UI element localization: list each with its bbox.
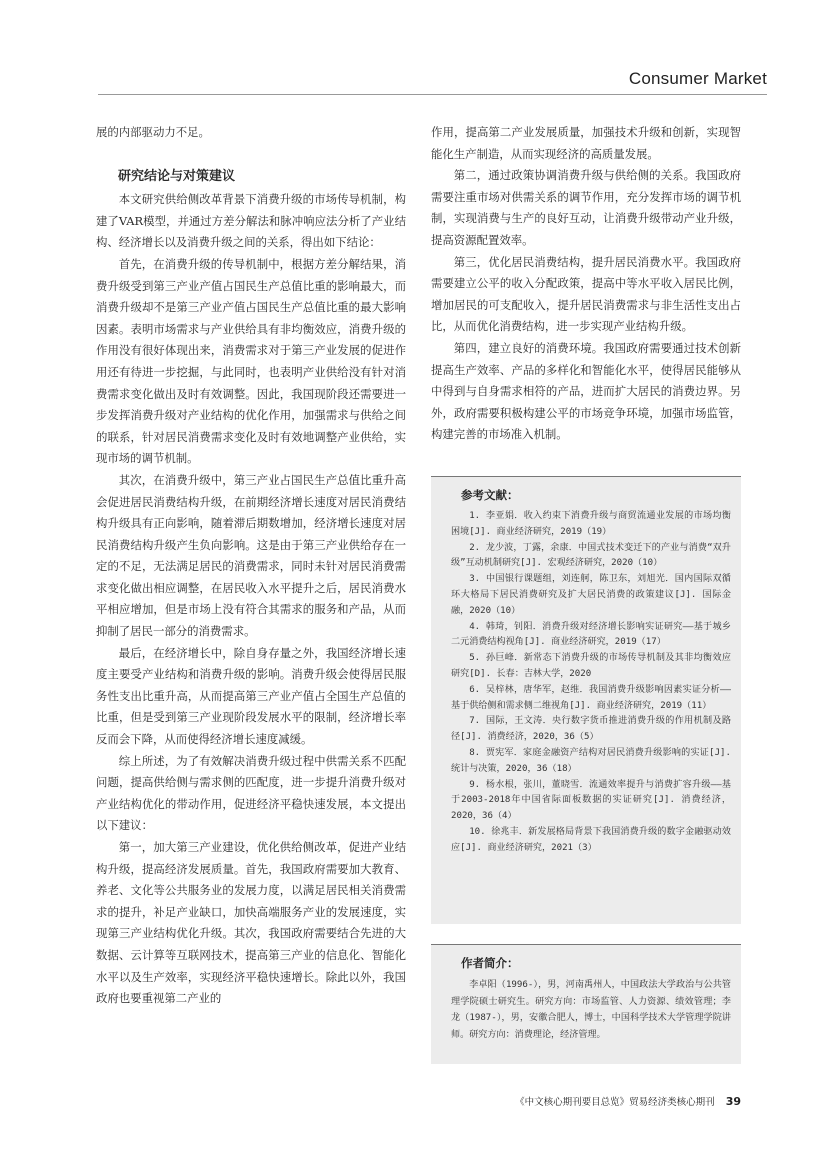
carry-over-text: 作用，提高第二产业发展质量，加强技术升级和创新，实现智能化生产制造，从而实现经济的高质量发展。: [431, 125, 741, 161]
paragraph: 首先，在消费升级的传导机制中，根据方差分解结果，消费升级受到第三产业产值占国民生产总值比重的影响最大，而消费升级却不是第三产业产值占国民生产总值比重的最大影响因素。表明市场需求与产业供给具有非均衡效应，消费升级的作用没有很好体现出来，消费需求对于第三产业发展的促进作用还有待进一步挖掘，与此同时，也表明产业供给没有针对消费需求变化做出及时有效调整。因此，我国现阶段还需要进一步发挥消费升级对产业结构的优化作用，加强需求与供给之间的联系，针对居民消费需求变化及时有效地调整产业供给，实现市场的调节机制。: [96, 256, 406, 466]
paragraph: 第一，加大第三产业建设，优化供给侧改革，促进产业结构升级，提高经济发展质量。首先，我国政府需要加大教育、养老、文化等公共服务业的发展力度，以满足居民相关消费需求的提升，补足产业缺口，加快高端服务产业的发展速度，实现第三产业结构优化升级。其次，我国政府需要结合先进的大数据、云计算等互联网技术，提高第三产业的信息化、智能化水平以及生产效率，实现经济平稳快速增长。除此以外，我国政府也要重视第二产业的: [96, 840, 406, 1006]
author-bio: 李卓阳（1996-），男，河南禹州人，中国政法大学政治与公共管理学院硕士研究生。研究方向：市场监管、人力资源、绩效管理；李龙（1987-），男，安徽合肥人，博士，中国科学技术大学管理学院讲师。研究方向：消费理论，经济管理。: [451, 980, 731, 1040]
paragraph: 本文研究供给侧改革背景下消费升级的市场传导机制，构建了VAR模型，并通过方差分解法和脉冲响应法分析了产业结构、经济增长以及消费升级之间的关系，得出如下结论：: [96, 192, 406, 250]
journal-header: Consumer Market: [628, 69, 767, 88]
reference-item: 8. 贾宪军．家庭金融资产结构对居民消费升级影响的实证[J]. 统计与决策，2020，36（18）: [451, 747, 731, 774]
reference-item: 3. 中国银行课题组，刘连舸，陈卫东，刘旭光．国内国际双循环大格局下居民消费研究及扩大居民消费的政策建议[J]. 国际金融，2020（10）: [451, 574, 731, 616]
footer-journal: 《中文核心期刊要目总览》贸易经济类核心期刊: [515, 1097, 715, 1108]
paragraph: 其次，在消费升级中，第三产业占国民生产总值比重升高会促进居民消费结构升级，在前期经济增长速度对居民消费结构升级具有正向影响，随着滞后期数增加，经济增长速度对居民消费结构升级产生负向影响。这是由于第三产业供给存在一定的不足，无法满足居民的消费需求，同时未针对居民消费需求变化做出相应调整，在居民收入水平提升之后，居民消费水平相应增加，但是市场上没有符合其需求的服务和产品，从而抑制了居民一部分的消费需求。: [96, 472, 406, 639]
right-column: [431, 122, 741, 446]
paragraph: 综上所述，为了有效解决消费升级过程中供需关系不匹配问题，提高供给侧与需求侧的匹配度，进一步提升消费升级对产业结构优化的带动作用，促进经济平稳快速发展，本文提出以下建议：: [96, 753, 406, 833]
references-title: 参考文献：: [461, 488, 519, 502]
section-title: 研究结论与对策建议: [118, 168, 236, 184]
header-rule: [98, 94, 767, 95]
reference-item: 4. 韩琦，钊阳．消费升级对经济增长影响实证研究——基于城乡二元消费结构视角[J]. 商业经济研究，2019（17）: [451, 621, 731, 648]
reference-item: 6. 吴梓林，唐华军，赵维．我国消费升级影响因素实证分析——基于供给侧和需求侧二维视角[J]. 商业经济研究，2019（11）: [451, 684, 731, 711]
paragraph: 第三，优化居民消费结构，提升居民消费水平。我国政府需要建立公平的收入分配政策，提高中等水平收入居民比例，增加居民的可支配收入，提升居民消费需求与非生活性支出占比，从而优化消费结构，进一步实现产业结构升级。: [431, 254, 741, 334]
carry-over-text: 展的内部驱动力不足。: [96, 125, 210, 139]
reference-list: [431, 509, 741, 857]
reference-item: 10. 徐兆丰．新发展格局背景下我国消费升级的数字金融驱动效应[J]. 商业经济研究，2021（3）: [451, 826, 731, 853]
reference-item: 7. 国际，王文涛．央行数字货币推进消费升级的作用机制及路径[J]. 消费经济，2020，36（5）: [451, 716, 731, 743]
references-rule: [431, 476, 741, 477]
page-footer: [515, 1094, 741, 1108]
left-column: [96, 122, 406, 1010]
paragraph: 第二，通过政策协调消费升级与供给侧的关系。我国政府需要注重市场对供需关系的调节作用，充分发挥市场的调节机制，实现消费与生产的良好互动，让消费升级带动产业升级，提高资源配置效率。: [431, 168, 741, 247]
author-title: 作者简介：: [461, 956, 519, 970]
reference-item: 2. 龙少波，丁露，余康．中国式技术变迁下的产业与消费“双升级”互动机制研究[J]. 宏观经济研究，2020（10）: [451, 542, 731, 569]
page-number: 39: [725, 1095, 741, 1108]
reference-item: 5. 孙巨峰．新常态下消费升级的市场传导机制及其非均衡效应研究[D]. 长春：吉林大学，2020: [451, 653, 731, 679]
author-rule: [431, 944, 741, 945]
author-box: [431, 944, 741, 1064]
references-box: [431, 476, 741, 924]
paragraph: 最后，在经济增长中，除自身存量之外，我国经济增长速度主要受产业结构和消费升级的影响。消费升级会使得居民服务性支出比重升高，从而提高第三产业产值占全国生产总值的比重，但是受到第三产业现阶段发展水平的限制，经济增长率反而会下降，从而使得经济增长速度减缓。: [96, 645, 406, 747]
reference-item: 9. 杨水根，张川，董晓雪．流通效率提升与消费扩容升级——基于2003-2018年中国省际面板数据的实证研究[J]. 消费经济，2020，36（4）: [451, 779, 731, 822]
reference-item: 1. 李亚娟．收入约束下消费升级与商贸流通业发展的市场均衡困境[J]. 商业经济研究，2019（19）: [451, 511, 731, 537]
paragraph: 第四，建立良好的消费环境。我国政府需要通过技术创新提高生产效率、产品的多样化和智能化水平，使得居民能够从中得到与自身需求相符的产品，进而扩大居民的消费边界。另外，政府需要积极构建公平的市场竞争环境，加强市场监管，构建完善的市场准入机制。: [431, 340, 741, 442]
